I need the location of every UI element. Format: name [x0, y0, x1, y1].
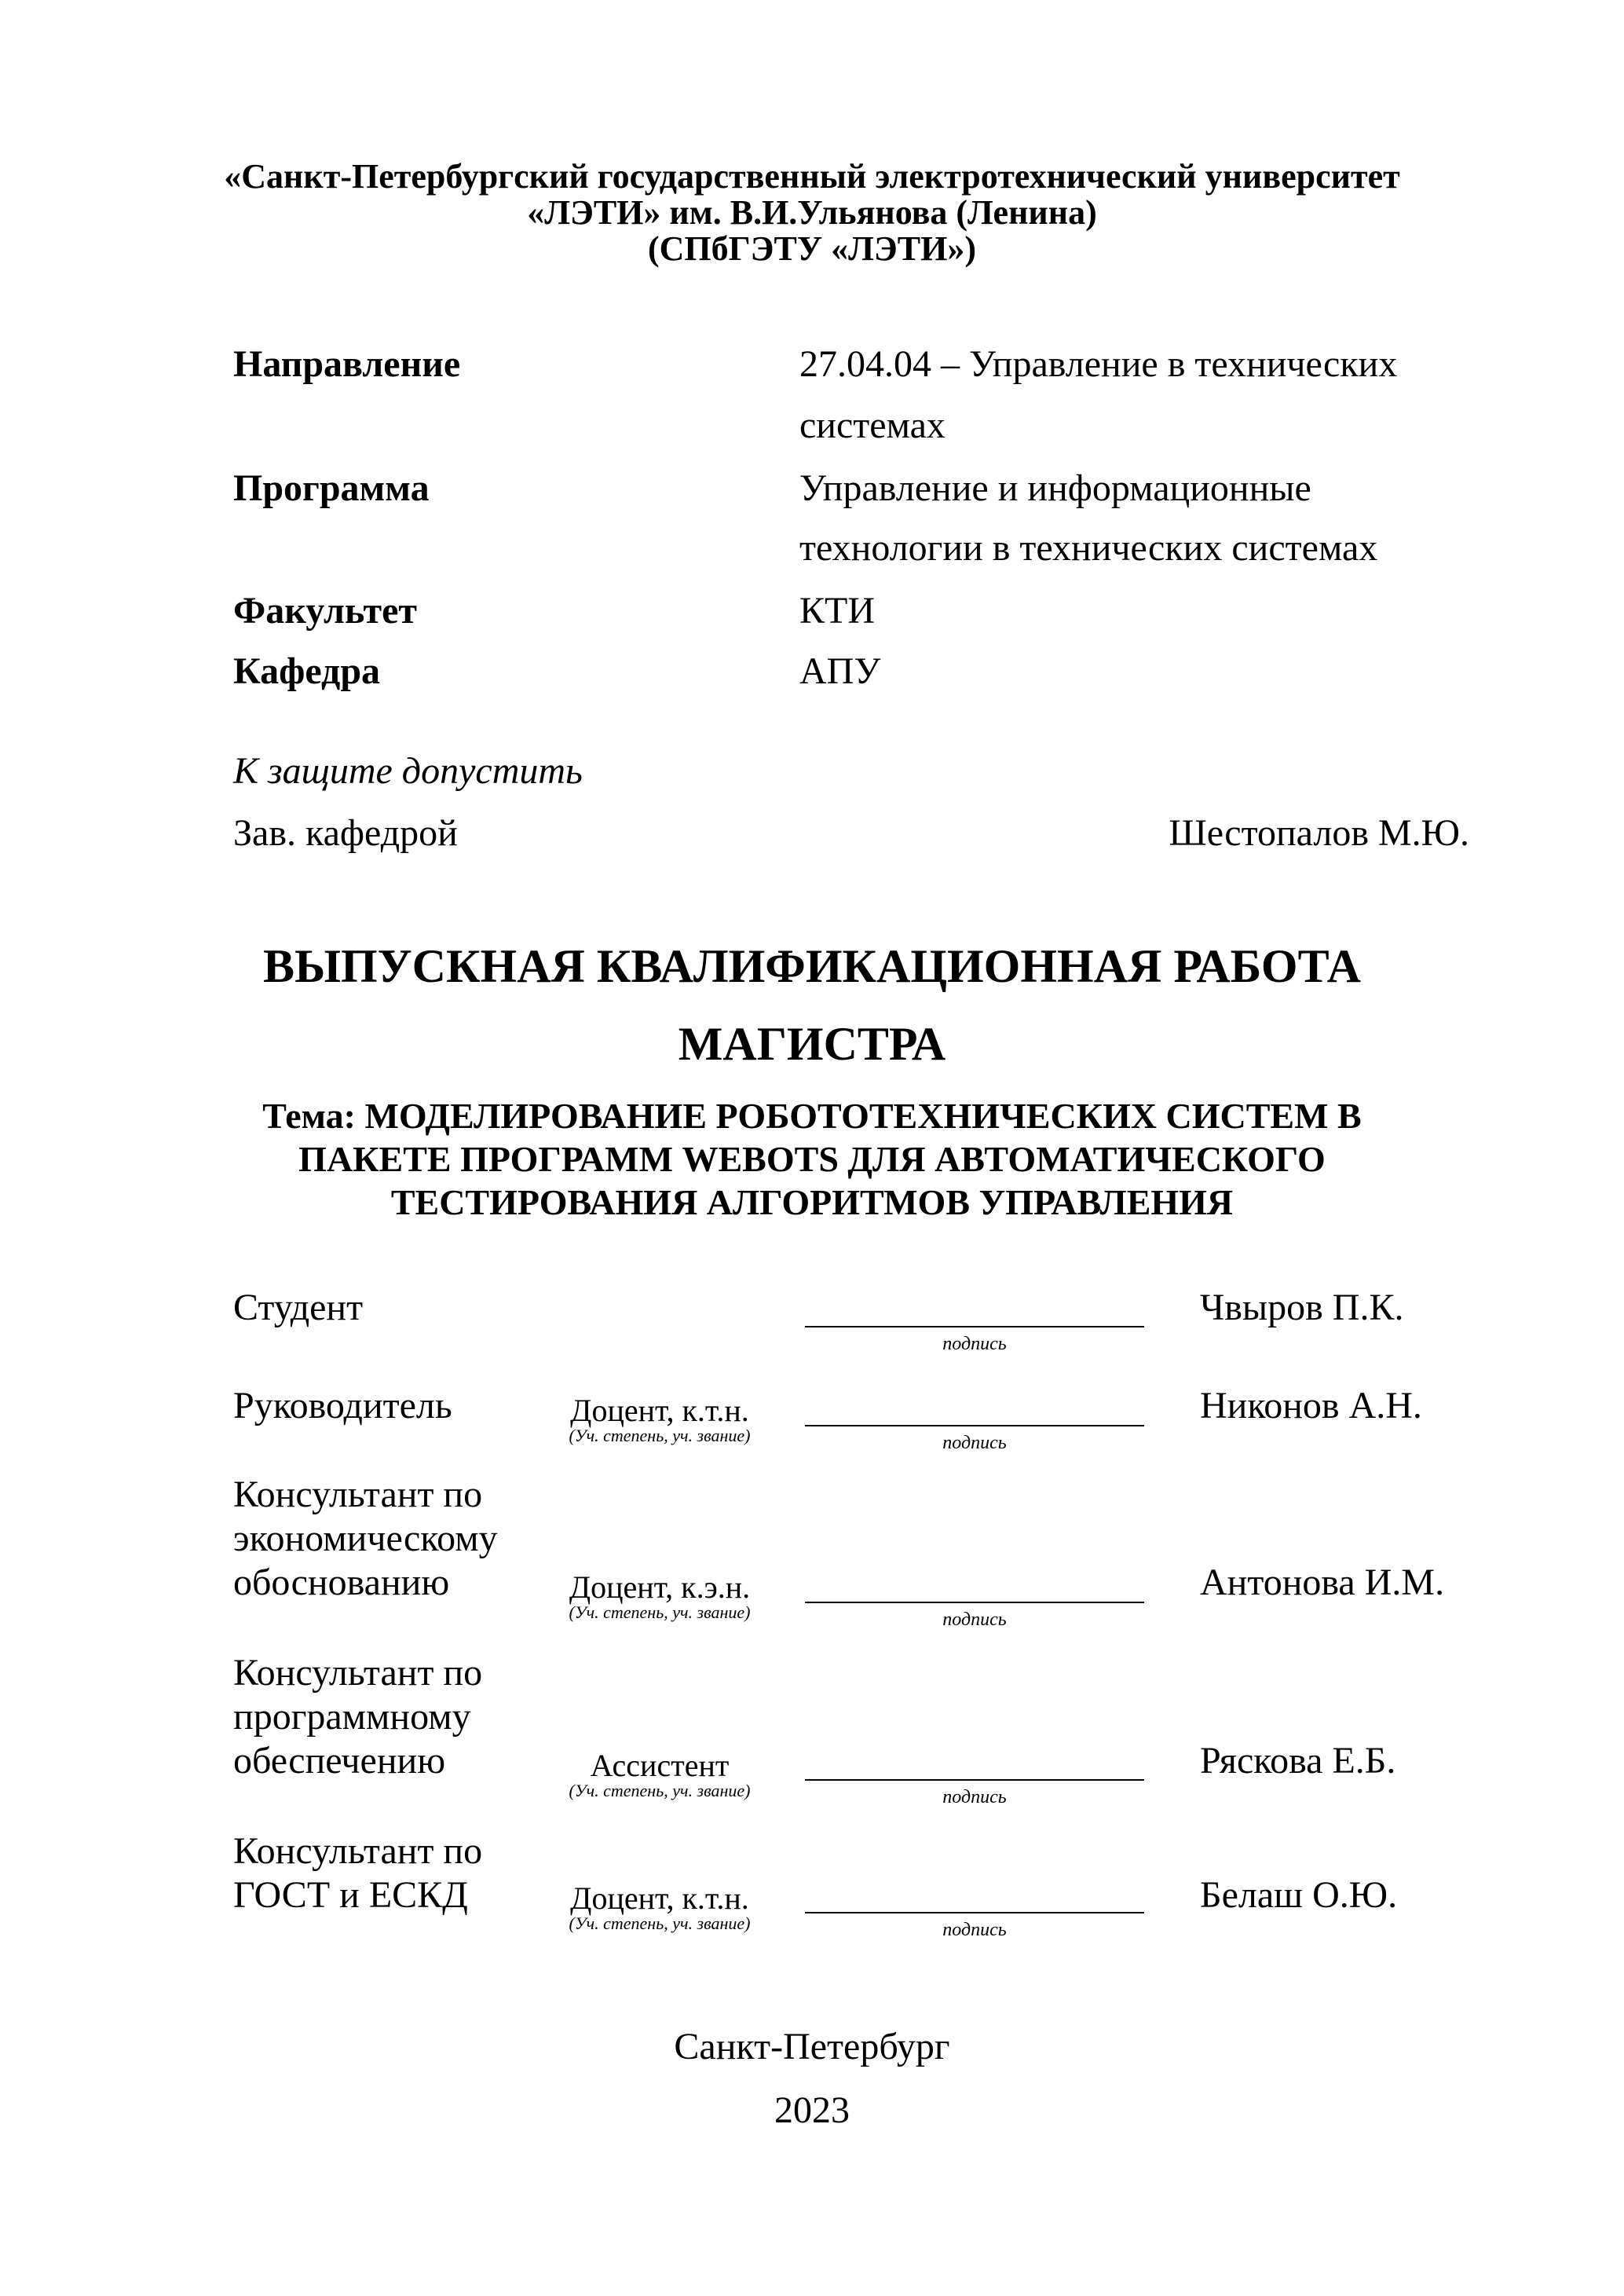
footer-city: Санкт-Петербург [674, 2026, 950, 2067]
role-economic-consultant-line2: экономическому [233, 1518, 498, 1559]
info-label-faculty: Факультет [233, 590, 417, 632]
rank-supervisor: Доцент, к.т.н. [570, 1393, 749, 1428]
signature-line-software-consultant [805, 1779, 1144, 1781]
rank-software-consultant: Ассистент [590, 1748, 730, 1783]
role-software-consultant-line3: обеспечению [233, 1740, 446, 1782]
name-student: Чвыров П.К. [1200, 1287, 1404, 1328]
info-value-program-line2: технологии в технических системах [799, 527, 1378, 569]
info-value-faculty: КТИ [799, 590, 875, 632]
name-software-consultant: Ряскова Е.Б. [1200, 1740, 1396, 1782]
role-student: Студент [233, 1287, 364, 1328]
title-line1: ВЫПУСКНАЯ КВАЛИФИКАЦИОННАЯ РАБОТА [263, 940, 1361, 992]
rank-gost-consultant: Доцент, к.т.н. [570, 1880, 749, 1916]
role-software-consultant-line2: программному [233, 1696, 471, 1738]
name-gost-consultant: Белаш О.Ю. [1200, 1874, 1398, 1916]
info-label-department: Кафедра [233, 650, 381, 692]
info-label-direction: Направление [233, 343, 461, 385]
signature-line-gost-consultant [805, 1912, 1144, 1913]
university-name-line1: «Санкт-Петербургский государственный электротехнический университет [224, 157, 1400, 196]
info-value-department: АПУ [799, 650, 881, 692]
role-gost-consultant-line1: Консультант по [233, 1830, 483, 1872]
signature-line-student [805, 1326, 1144, 1327]
university-abbr: (СПбГЭТУ «ЛЭТИ») [648, 229, 976, 268]
title-line2: МАГИСТРА [678, 1018, 946, 1070]
rank-caption: (Уч. степень, уч. звание) [569, 1781, 751, 1800]
role-gost-consultant-line2: ГОСТ и ЕСКД [233, 1874, 468, 1916]
signature-caption: подпись [942, 1334, 1007, 1354]
signature-line-economic-consultant [805, 1602, 1144, 1603]
topic-line2: ПАКЕТЕ ПРОГРАММ WEBOTS ДЛЯ АВТОМАТИЧЕСКОГО [298, 1139, 1326, 1179]
info-value-direction-line2: системах [799, 405, 946, 446]
info-value-program-line1: Управление и информационные [799, 467, 1311, 509]
info-value-direction-line1: 27.04.04 – Управление в технических [799, 343, 1398, 385]
signature-caption: подпись [942, 1609, 1007, 1630]
university-name-line2: «ЛЭТИ» им. В.И.Ульянова (Ленина) [527, 193, 1097, 232]
rank-economic-consultant: Доцент, к.э.н. [569, 1569, 751, 1605]
info-label-program: Программа [233, 467, 430, 509]
approval-name: Шестопалов М.Ю. [1169, 812, 1469, 854]
name-supervisor: Никонов А.Н. [1200, 1385, 1422, 1426]
name-economic-consultant: Антонова И.М. [1200, 1562, 1445, 1603]
footer-year: 2023 [774, 2089, 850, 2131]
signature-caption: подпись [942, 1920, 1007, 1940]
topic-line3: ТЕСТИРОВАНИЯ АЛГОРИТМОВ УПРАВЛЕНИЯ [390, 1182, 1234, 1222]
role-software-consultant-line1: Консультант по [233, 1652, 483, 1694]
role-economic-consultant-line3: обоснованию [233, 1562, 450, 1603]
role-supervisor: Руководитель [233, 1385, 452, 1426]
approval-caption: К защите допустить [233, 750, 583, 792]
rank-caption: (Уч. степень, уч. звание) [569, 1602, 751, 1622]
signature-caption: подпись [942, 1433, 1007, 1453]
signature-line-supervisor [805, 1425, 1144, 1426]
topic-line1: Тема: МОДЕЛИРОВАНИЕ РОБОТОТЕХНИЧЕСКИХ СИСТЕМ В [262, 1096, 1362, 1136]
rank-caption: (Уч. степень, уч. звание) [569, 1426, 751, 1445]
rank-caption: (Уч. степень, уч. звание) [569, 1913, 751, 1933]
role-economic-consultant-line1: Консультант по [233, 1474, 483, 1515]
signature-caption: подпись [942, 1787, 1007, 1807]
approval-role: Зав. кафедрой [233, 812, 458, 854]
